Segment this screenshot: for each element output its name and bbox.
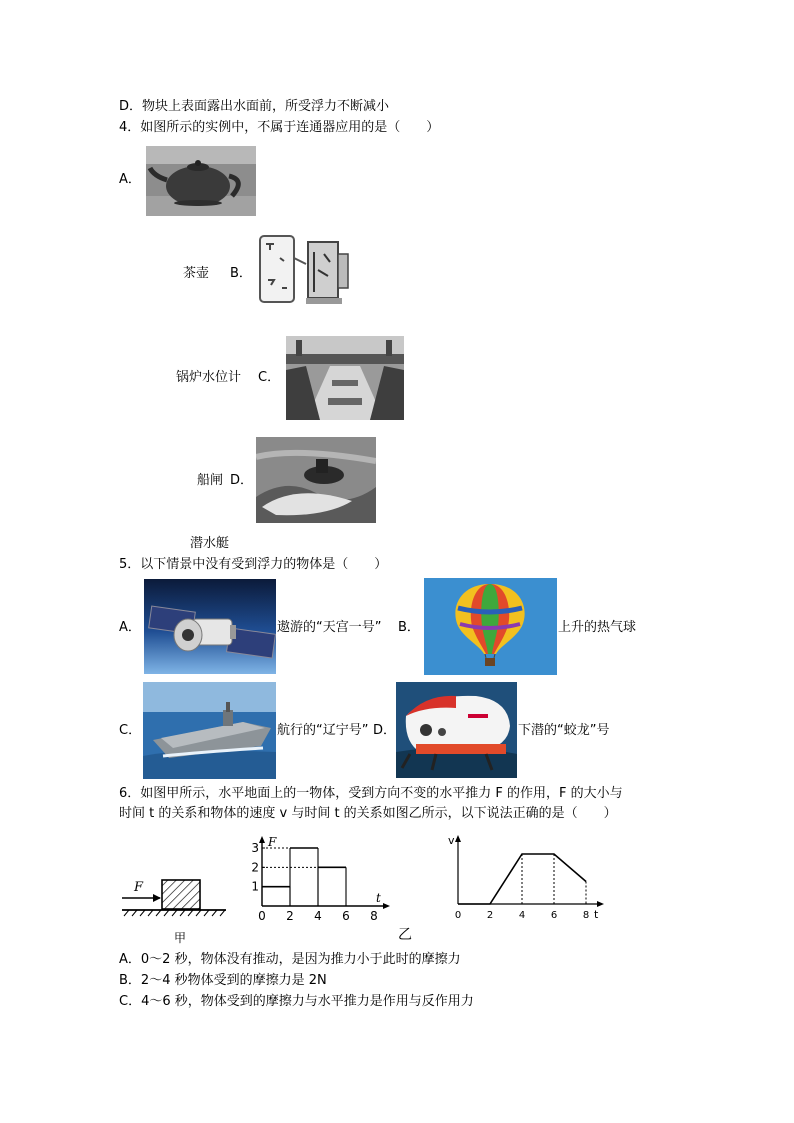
y-tick-label: 2 (251, 860, 259, 875)
q4-option-d-label: D． (230, 473, 254, 488)
force-time-chart (250, 834, 390, 926)
tiangong-image (144, 579, 276, 674)
figure-yi-caption: 乙 (398, 927, 412, 943)
liaoning-carrier-image (143, 682, 276, 779)
hot-air-balloon-image (424, 578, 557, 675)
q5-option-b-caption: 上升的热气球 (558, 620, 637, 635)
y-axis-label: F (268, 835, 277, 849)
submarine-image (256, 437, 376, 523)
q5-option-d-caption: 下潜的“蛟龙”号 (518, 723, 610, 738)
y-axis-arrow (259, 836, 265, 843)
x-tick-label: 2 (486, 910, 494, 921)
x-tick-label: 8 (582, 910, 590, 921)
y-axis-arrow (455, 835, 461, 842)
ship-lock-image (286, 336, 404, 420)
x-tick-label: 4 (314, 909, 322, 923)
q5-option-c-caption: 航行的“辽宁号” (277, 723, 369, 738)
q5-option-b-label: B． (398, 620, 420, 635)
x-axis-arrow (383, 903, 390, 909)
boiler-gauge-image (254, 230, 354, 312)
velocity-time-chart (446, 832, 606, 926)
x-axis-label: t (594, 908, 599, 921)
figure-jia-caption: 甲 (174, 931, 187, 945)
q6-option-c: C．4～6 秒，物体受到的摩擦力与水平推力是作用与反作用力 (119, 994, 474, 1009)
q5-option-c-label: C． (119, 723, 142, 738)
q4-option-a-label: A． (119, 172, 141, 187)
q4-option-c-label: C． (258, 370, 281, 385)
x-axis-label: t (376, 891, 381, 905)
x-tick-label: 0 (258, 909, 266, 923)
x-tick-label: 6 (550, 910, 558, 921)
x-tick-label: 8 (370, 909, 378, 923)
y-axis-label: v (448, 834, 455, 847)
y-tick-label: 1 (251, 879, 259, 894)
q5-option-a-label: A． (119, 620, 141, 635)
q4-option-b-caption: 锅炉水位计 (176, 370, 242, 385)
x-tick-label: 4 (518, 910, 526, 921)
q3-option-d: D．物块上表面露出水面前，所受浮力不断减小 (119, 99, 390, 114)
q5-option-d-label: D． (373, 723, 397, 738)
x-tick-label: 0 (454, 910, 462, 921)
q6-stem-line2: 时间 t 的关系和物体的速度 v 与时间 t 的关系如图乙所示，以下说法正确的是（ ） (119, 806, 617, 821)
x-tick-label: 2 (286, 909, 294, 923)
q4-option-a-caption: 茶壶 (183, 266, 210, 281)
x-axis-arrow (597, 901, 604, 907)
x-tick-label: 6 (342, 909, 350, 923)
jiaolong-submersible-image (396, 682, 517, 778)
q5-stem: 5．以下情景中没有受到浮力的物体是（ ） (119, 557, 388, 572)
q4-option-c-caption: 船闸 (197, 473, 224, 488)
q6-stem-line1: 6．如图甲所示，水平地面上的一物体，受到方向不变的水平推力 F 的作用，F 的大小与 (119, 786, 623, 801)
figure-jia-force-label: F (134, 880, 144, 895)
teapot-image (146, 146, 256, 216)
q4-option-d-caption: 潜水艇 (190, 536, 230, 551)
q4-option-b-label: B． (230, 266, 252, 281)
q6-option-a: A．0～2 秒，物体没有推动，是因为推力小于此时的摩擦力 (119, 952, 461, 967)
q4-stem: 4．如图所示的实例中，不属于连通器应用的是（ ） (119, 120, 440, 135)
q6-option-b: B．2～4 秒物体受到的摩擦力是 2N (119, 973, 327, 988)
y-tick-label: 3 (251, 841, 259, 855)
q5-option-a-caption: 遨游的“天宫一号” (277, 620, 382, 635)
